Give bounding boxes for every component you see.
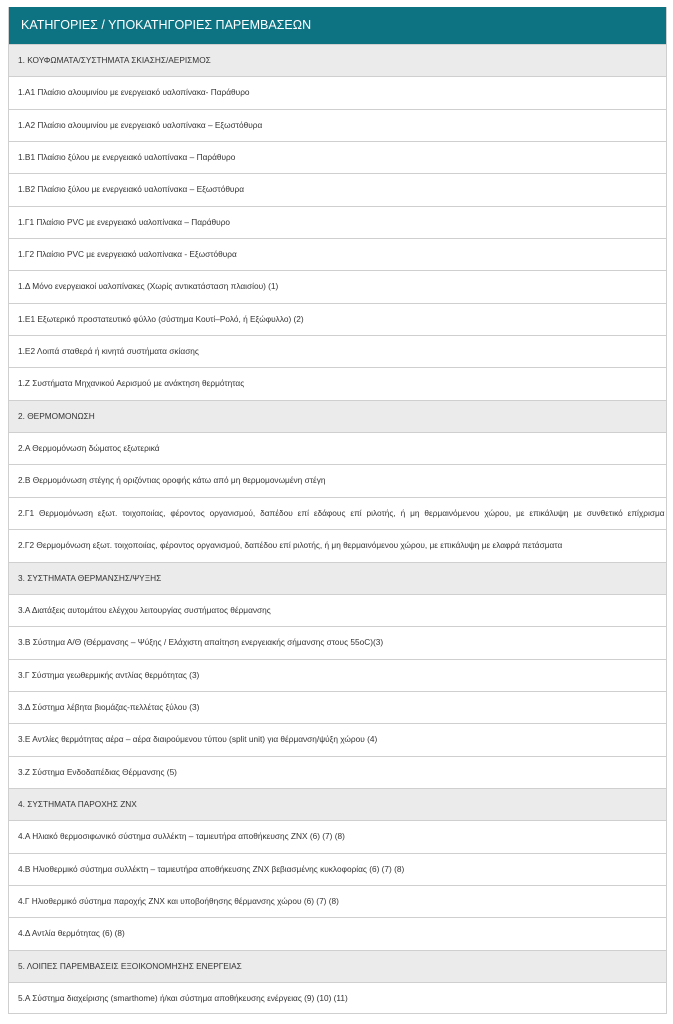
subcategory-row: 2.Β Θερμομόνωση στέγης ή οριζόντιας οροφής κάτω από μη θερμομονωμένη στέγη (9, 464, 666, 496)
subcategory-row: 1.Δ Μόνο ενεργειακοί υαλοπίνακες (Χωρίς αντικατάσταση πλαισίου) (1) (9, 270, 666, 302)
interventions-table (8, 7, 667, 1014)
subcategory-row: 1.Ε1 Εξωτερικό προστατευτικό φύλλο (σύστημα Κουτί–Ρολό, ή Εξώφυλλο) (2) (9, 303, 666, 335)
subcategory-row: 5.Α Σύστημα διαχείρισης (smarthome) ή/και σύστημα αποθήκευσης ενέργειας (9) (10) (11) (9, 982, 666, 1014)
subcategory-row: 3.Α Διατάξεις αυτομάτου ελέγχου λειτουργίας συστήματος θέρμανσης (9, 594, 666, 626)
subcategory-row: 4.Α Ηλιακό θερμοσιφωνικό σύστημα συλλέκτη – ταμιευτήρα αποθήκευσης ΖΝΧ (6) (7) (8) (9, 820, 666, 852)
subcategory-row: 3.Β Σύστημα Α/Θ (Θέρμανσης – Ψύξης / Ελάχιστη απαίτηση ενεργειακής σήμανσης στους 55oC)(3) (9, 626, 666, 658)
table-header (9, 7, 666, 44)
subcategory-row: 1.Ε2 Λοιπά σταθερά ή κινητά συστήματα σκίασης (9, 335, 666, 367)
table-title: ΚΑΤΗΓΟΡΙΕΣ / ΥΠΟΚΑΤΗΓΟΡΙΕΣ ΠΑΡΕΜΒΑΣΕΩΝ (21, 18, 312, 32)
subcategory-row: 1.Β2 Πλαίσιο ξύλου με ενεργειακό υαλοπίνακα – Εξωστόθυρα (9, 173, 666, 205)
subcategory-row: 3.Δ Σύστημα λέβητα βιομάζας-πελλέτας ξύλου (3) (9, 691, 666, 723)
subcategory-row: 3.Ζ Σύστημα Ενδοδαπέδιας Θέρμανσης (5) (9, 756, 666, 788)
subcategory-row: 3.Γ Σύστημα γεωθερμικής αντλίας θερμότητας (3) (9, 659, 666, 691)
category-row: 3. ΣΥΣΤΗΜΑΤΑ ΘΕΡΜΑΝΣΗΣ/ΨΥΞΗΣ (9, 562, 666, 594)
subcategory-row: 1.Γ1 Πλαίσιο PVC με ενεργειακό υαλοπίνακα – Παράθυρο (9, 206, 666, 238)
subcategory-row: 2.Γ1 Θερμομόνωση εξωτ. τοιχοποιίας, φέροντος οργανισμού, δαπέδου επί εδάφους επί pιλοτής, ή μη θερμαινόμενου χώρου, με επικάλυψη με συνθετικό επίχρισμα (9, 497, 666, 529)
subcategory-row: 2.Γ2 Θερμομόνωση εξωτ. τοιχοποιίας, φέροντος οργανισμού, δαπέδου επί pιλοτής, ή μη θερμαινόμενου χώρου, με επικάλυψη με ελαφρά πετάσματα (9, 529, 666, 561)
subcategory-row: 4.Γ Ηλιοθερμικό σύστημα παροχής ΖΝΧ και υποβοήθησης θέρμανσης χώρου (6) (7) (8) (9, 885, 666, 917)
table-body (9, 44, 666, 1014)
subcategory-row: 4.Β Ηλιοθερμικό σύστημα συλλέκτη – ταμιευτήρα αποθήκευσης ΖΝΧ βεβιασμένης κυκλοφορίας (6) (7) (8) (9, 853, 666, 885)
category-row: 4. ΣΥΣΤΗΜΑΤΑ ΠΑΡΟΧΗΣ ΖΝΧ (9, 788, 666, 820)
subcategory-row: 1.Α2 Πλαίσιο αλουμινίου με ενεργειακό υαλοπίνακα – Εξωστόθυρα (9, 109, 666, 141)
subcategory-row: 4.Δ Αντλία θερμότητας (6) (8) (9, 917, 666, 949)
subcategory-row: 1.Β1 Πλαίσιο ξύλου με ενεργειακό υαλοπίνακα – Παράθυρο (9, 141, 666, 173)
subcategory-row: 1.Ζ Συστήματα Μηχανικού Αερισμού με ανάκτηση θερμότητας (9, 367, 666, 399)
category-row: 2. ΘΕΡΜΟΜΟΝΩΣΗ (9, 400, 666, 432)
subcategory-row: 3.Ε Αντλίες θερμότητας αέρα – αέρα διαιρούμενου τύπου (split unit) για θέρμανση/ψύξη χώρου (4) (9, 723, 666, 755)
subcategory-row: 1.Α1 Πλαίσιο αλουμινίου με ενεργειακό υαλοπίνακα- Παράθυρο (9, 76, 666, 108)
subcategory-row: 2.Α Θερμομόνωση δώματος εξωτερικά (9, 432, 666, 464)
subcategory-row: 1.Γ2 Πλαίσιο PVC με ενεργειακό υαλοπίνακα - Εξωστόθυρα (9, 238, 666, 270)
category-row: 1. ΚΟΥΦΩΜΑΤΑ/ΣΥΣΤΗΜΑΤΑ ΣΚΙΑΣΗΣ/ΑΕΡΙΣΜΟΣ (9, 44, 666, 76)
category-row: 5. ΛΟΙΠΕΣ ΠΑΡΕΜΒΑΣΕΙΣ ΕΞΟΙΚΟΝΟΜΗΣΗΣ ΕΝΕΡΓΕΙΑΣ (9, 950, 666, 982)
